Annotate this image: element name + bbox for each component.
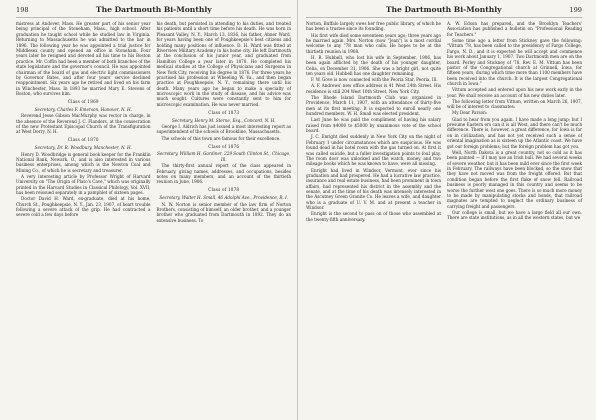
paragraph: The Rhode Island Dartmouth Club was organized in Providence, March 11, 1907, with an attendance of thirty-five men at its first meeting. It is expected to enroll nearly one hundred members. W. H. Small was elected president. — [306, 95, 441, 117]
text-column — [157, 21, 292, 224]
paragraph: Some time ago a letter from Stickney gave the following: "Vittum '78, has been called to the presidency of Fargo College, Fargo, N. D., and it is expected he will accept and commence his work about January 1, 1907. Two Dartmouth men are on the board. Perley and Stickney of '78. Rev. E. M. Vittum has been pastor of the Congregational church at Grinnell, Iowa, for fifteen years, during which time more than 1100 members have been received into the church. It is the largest Congregational church in Iowa." — [447, 37, 582, 87]
paragraph: mistress at Andover, Mass. He greater part of his senior year being principal of the Stoneham, Mass., high school. After graduation he taught school while he studied law in Virginia. Returning to Massachusetts he was admitted to the bar in 1896. The following year he was appointed a trial justice for Middlesex county and opened an office in Stoneham. Four years later he resigned and devoted all his time to his Boston practice. Mr. Coffin had been a member of both branches of the state legislature and the governor's council. He was appointed chairman of the board of gas and electric light commissioners by Governor Bates, and after four years' service declined reappointment. Six years ago he retired and lived on his farm in Winchester, Mass. In 1893 he married Mary E. Stevens of Boston, who survives him. — [16, 21, 151, 97]
class-heading: Class of 1878 — [208, 187, 240, 193]
paragraph: Henry D. Woodbridge is general book keeper for the Franklin National Bank, Newark, O., and is also interested in various business enterprises, among which is the Newton Coal and Mining Co., of which he is secretary and treasurer. — [16, 151, 151, 173]
paragraph: A. W. Edson has prepared, and the Brooklyn Teachers' Association has published a bulletin on "Professional Reading for Teachers." — [447, 21, 582, 37]
text-column — [306, 21, 441, 223]
paragraph: Our college is small, but we have a large field all our own. There are state institutions, as in all the western states, but we — [447, 209, 582, 221]
class-secretary: Secretary, Charles F. Emerson, Hanover, N. H. — [34, 106, 132, 112]
paragraph: Reverend Jesse Gibson MacMurphy was rector in charge, in the absence of the Reverend J. C. Flanders, at the consecration of the new Protestant Episcopal Church of the Transfiguration at West Derry, N. H. — [16, 113, 151, 135]
paragraph: Doctor David H. Ward, ex-graduate, died at his home, Church St., Poughkeepsie, N. Y., Jan. 23, 1907, of heart trouble following a severe attack of the grip. He had contracted a severe cold a few days before — [16, 196, 151, 218]
class-secretary: Secretary, William H. Gardiner, 229 South Clinton St., Chicago, Ill. — [157, 151, 291, 162]
columns — [306, 21, 582, 223]
paragraph: F. W. Gove is now connected with the Peoria Star, Peoria, Ill. — [311, 77, 438, 83]
paragraph: Norton, Buffalo largely owes her free public library, of which he has been a trustee since its founding. — [306, 21, 441, 32]
paragraph: N. W. Norton is senior member of the law firm of Norton Brothers, consisting of himself, an older brother, and a younger brother who graduated from Dartmouth in 1892. They do an extensive business. To — [156, 201, 291, 223]
paragraph: J. C. Enright died suddenly in New York City on the night of February 1 under circumstances which are suspicious. He was found dead in his hotel room with the gas turned on. At first it was called suicide, but a fuller investigation points to foul play. The room door was unlocked and the watch, money, and two mileage books which he was known to have, were all missing. — [306, 134, 441, 167]
paragraph: My Dear Parson: — [452, 110, 488, 116]
text-column — [447, 21, 582, 223]
class-secretary: Secretary, Henry M. Sterne, Esq., Concord, N. H. — [171, 117, 276, 123]
paragraph: Well, North Dakota is a great country, not so cold as it has been painted — if I may use an Irish bull. We had several weeks of severe weather, but it has been mild ever since the first week in February. The railways have been blocked, so the snow that they have not moved was from the freight offered. But that condition began before the first flake of snow fell. Railroad business is poorly managed in this country and seems to be worse the further west one goes. There is so much more money to be made by manipulating stocks and bonds, that railroad magnates are tempted to neglect the ordinary business of carrying freight and passengers. — [447, 149, 582, 209]
class-secretary: Secretary, Dr. R. Woodbury, Manchester, N. H. — [34, 145, 132, 151]
class-heading: Class of 1876 — [208, 143, 240, 149]
running-head — [306, 5, 582, 18]
running-title: The Dartmouth Bi-Monthly — [95, 5, 212, 14]
class-heading: Class of 1869 — [67, 98, 99, 104]
paragraph: Vittum accepted and entered upon his new work early in the year. We shall receive an account of his new duties later. — [447, 87, 582, 98]
paragraph: Last June he was paid the compliment of having his salary raised from $4000 to $5000 by unanimous vote of the school board. — [306, 117, 441, 134]
class-heading: Class of 1870 — [67, 137, 99, 143]
paragraph: The schools of this town are famous for their excellence. — [161, 135, 281, 141]
paragraph: George I. Aldrich has just issued a most interesting report as superintendent of the schools of Brookline, Massachusetts. — [156, 124, 291, 135]
page-number: 199 — [569, 6, 582, 14]
columns — [16, 21, 291, 224]
paragraph: H. R. Hubbell, who lost his wife in September, 1906, has been again afflicted by the death of his younger daughter, Celia, on December 31, 1906. She was a bright girl, not quite ten years old. Hubbell has one daughter remaining. — [306, 54, 441, 77]
paragraph: his death, but persisted in attending to his duties, and treated his patients until a short time before his death. He was born in Pleasant Valley, N. Y., March 13, 1836, his father, Abner Ward, for years having been one of Poughkeepsie's best citizens and holding many positions of influence. D. H. Ward was fitted at Riverview Military Academy in his home city. He left Dartmouth at the conclusion of his junior year, and graduated from Hamilton College a year later in 1870. He completed his medical studies at the College of Physicians and Surgeons in New York City, receiving his degree in 1876. For three years he practised his profession at Wheeling W. Va., and then began practice at Poughkeepsie, N. Y., remaining there until his death. Many years ago he began to make a specialty of microscopic work in the study of disease, and his advice was much sought. Cultures were constantly sent to him for microscopic examination. He was never married. — [156, 21, 291, 107]
paragraph: Enright is the second to pass on of those who assembled at the twenty-fifth anniversary. — [306, 211, 441, 222]
paragraph: His first wife died some seventeen years ago; three years ago he married again. Mrs. Norton (now "Jean") is a most cordial welcome to any "78 man who calls. He hopes to be at the thirtieth reunion in 1908. — [306, 32, 441, 54]
class-heading: Class of 1873 — [208, 109, 240, 115]
paragraph: A very interesting article by Professor Wright of Harvard University on "The Origin of Plato's Cave," which was originally printed in the Harvard Studies in Classical Philology, Vol. XVII, has been reissued separately in a pamphlet of sixteen pages. — [16, 173, 151, 196]
page-number: 198 — [16, 6, 29, 14]
paragraph: Enright had lived in Windsor, Vermont, ever since his graduation and had prospered. He had a lucrative law practice, insurance and real estate business, had been prominent in town affairs, had represented his district in the assembly and the senate, and at the time of his death was intensely interested in the Ascutney Green Granite Co. He leaves a wife, and daughter who is a graduate of U. V. M. and at present a teacher in Windsor. — [306, 167, 441, 211]
paragraph: The following letter from Vittum, written on March 26, 1907, will be of interest to classmates: — [447, 98, 582, 110]
paragraph: A. F. Andrews' new office address is 41 West 24th Street. His residence is still 204 West 10th Street, New York City. — [306, 83, 441, 94]
text-column — [16, 21, 151, 224]
running-title: The Dartmouth Bi-Monthly — [385, 5, 502, 14]
right-page — [298, 0, 596, 420]
paragraph: Glad to hear from you again. I have made a long jump; but I presume Eastern ers can it is all West, and there can't be much difference. There is, however, a great difference, for Iowa is far on in civilization, and has not yet received such a sense of oriental imagination as is sixteen up the Atlantic coast. We have got our foreign problems; but the foreign problem has got you. — [447, 116, 582, 149]
paragraph: The thirty-first annual report of the class appeared in February, giving names, addresses, and occupations, besides notes on many members, and an account of the thirtieth reunion in June, 1906. — [156, 163, 291, 185]
running-head — [16, 5, 291, 18]
class-secretary: Secretary, Walter H. Small, 46 Adolphi Ave., Providence, R. I. — [159, 195, 289, 201]
